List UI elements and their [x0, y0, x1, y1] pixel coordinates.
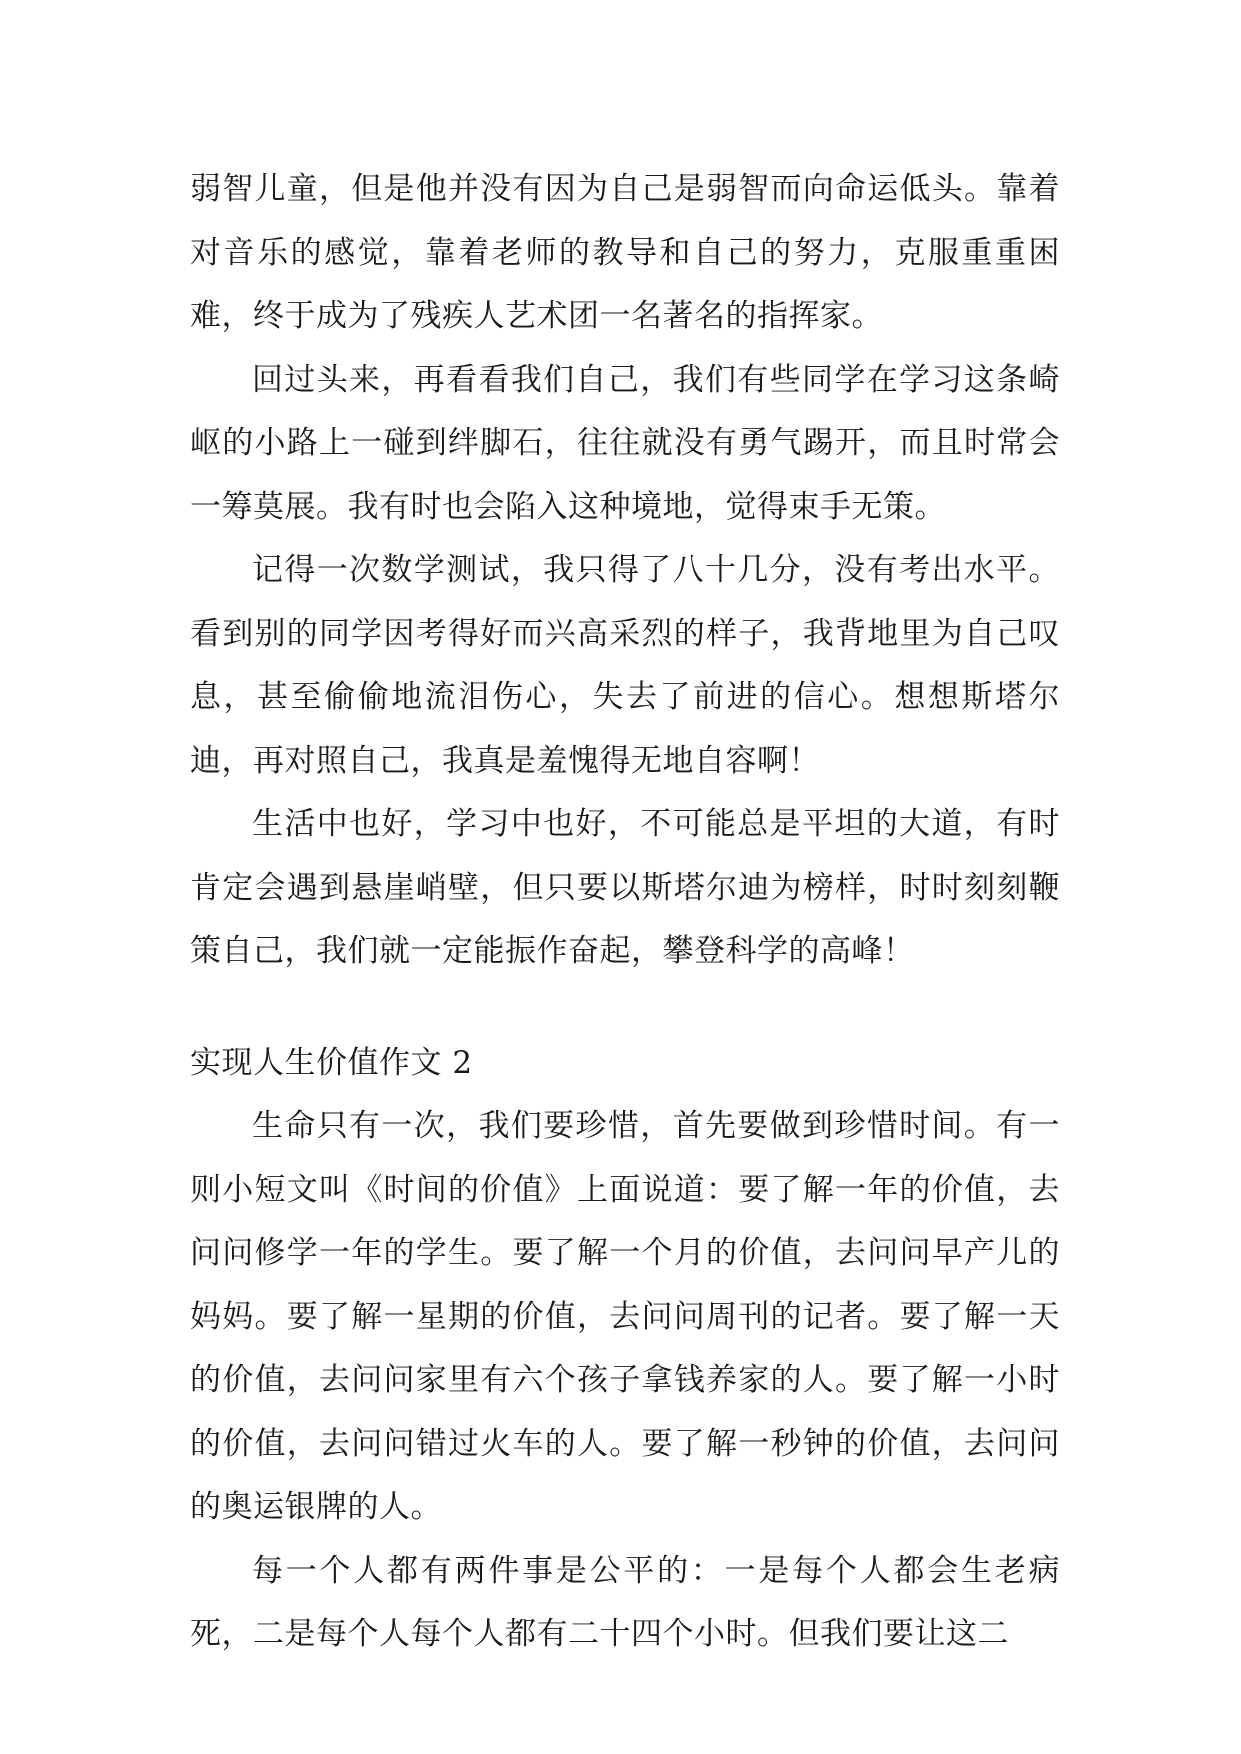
section-title: 实现人生价值作文 2	[190, 1044, 473, 1081]
paragraph-math-test: 记得一次数学测试，我只得了八十几分，没有考出水平。看到别的同学因考得好而兴高采烈的样子，我背地里为自己叹息，甚至偷偷地流泪伤心，失去了前进的信心。想想斯塔尔迪，再对照自己，我真是羞愧得无地自容啊！	[190, 552, 1060, 779]
paragraph-time-value: 生命只有一次，我们要珍惜，首先要做到珍惜时间。有一则小短文叫《时间的价值》上面说道：要了解一年的价值，去问问修学一年的学生。要了解一个月的价值，去问问早产儿的妈妈。要了解一星期的价值，去问问周刊的记者。要了解一天的价值，去问问家里有六个孩子拿钱养家的人。要了解一小时的价值，去问问错过火车的人。要了解一秒钟的价值，去问问的奥运银牌的人。	[190, 1108, 1060, 1525]
document-body	[190, 158, 1060, 1667]
paragraph-conclusion: 生活中也好，学习中也好，不可能总是平坦的大道，有时肯定会遇到悬崖峭壁，但只要以斯塔尔迪为榜样，时时刻刻鞭策自己，我们就一定能振作奋起，攀登科学的高峰！	[190, 806, 1060, 969]
paragraph-reflection: 回过头来，再看看我们自己，我们有些同学在学习这条崎岖的小路上一碰到绊脚石，往往就没有勇气踢开，而且时常会一筹莫展。我有时也会陷入这种境地，觉得束手无策。	[190, 361, 1060, 525]
continued-paragraph: 弱智儿童，但是他并没有因为自己是弱智而向命运低头。靠着对音乐的感觉，靠着老师的教导和自己的努力，克服重重困难，终于成为了残疾人艺术团一名著名的指挥家。	[190, 171, 1060, 334]
paragraph-fairness: 每一个人都有两件事是公平的：一是每个人都会生老病死，二是每个人每个人都有二十四个小时。但我们要让这二	[190, 1552, 1060, 1652]
